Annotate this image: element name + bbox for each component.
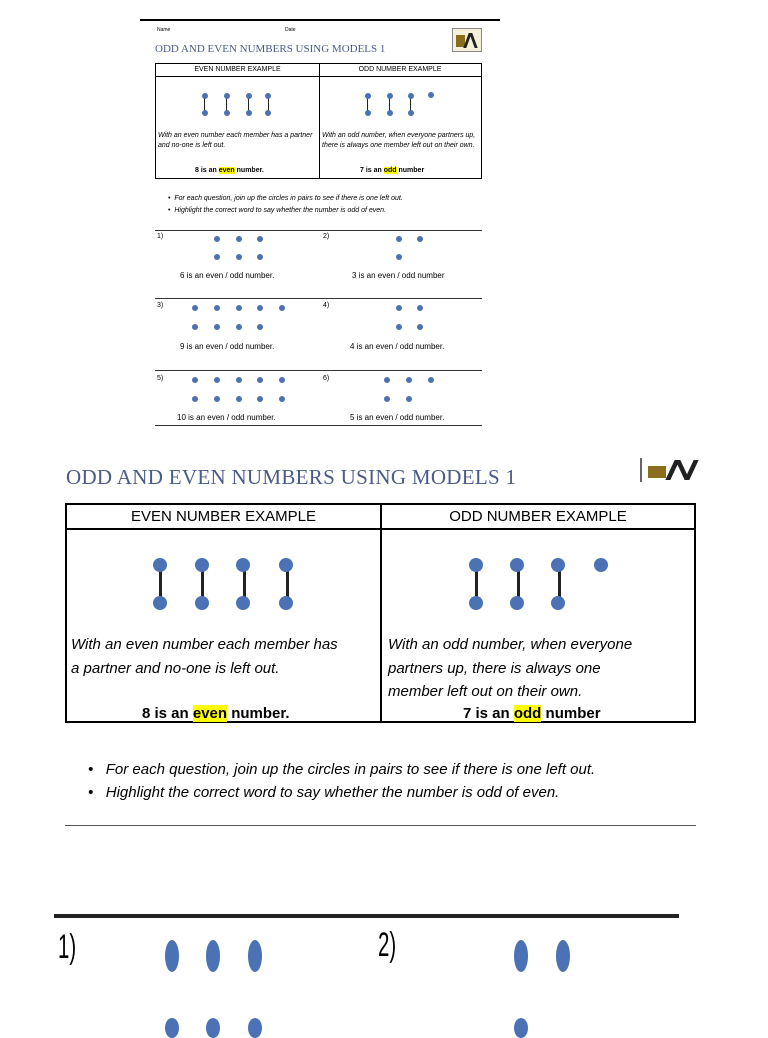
zoom-q2-number: 2): [378, 926, 397, 964]
zoom-even-text-2: a partner and no-one is left out.: [71, 660, 280, 677]
thumb-even-header: EVEN NUMBER EXAMPLE: [194, 66, 281, 73]
thumb-q2-text: 3 is an even / odd number: [352, 271, 445, 280]
zoom-even-header: EVEN NUMBER EXAMPLE: [130, 508, 317, 525]
thumb-q1-text: 6 is an even / odd number.: [180, 271, 275, 280]
zoom-even-result: 8 is an even number.: [142, 705, 290, 722]
thumb-q2-number: 2): [323, 233, 330, 240]
thumb-q3-number: 3): [157, 302, 164, 309]
zoom-q1-number: 1): [58, 928, 77, 966]
zoom-even-text-1: With an even number each member has: [71, 636, 338, 653]
zoom-title: ODD AND EVEN NUMBERS USING MODELS 1: [66, 465, 517, 489]
thumb-q4-number: 4): [323, 302, 330, 309]
thumb-q5-text: 10 is an even / odd number.: [177, 413, 276, 422]
thumb-odd-text: With an odd number, when everyone partners up, there is always one member left out on their own.: [322, 132, 476, 149]
thumb-q6-text: 5 is an even / odd number.: [350, 413, 445, 422]
thumb-q1-number: 1): [157, 233, 164, 240]
name-label: Name: [157, 27, 171, 33]
thumb-bullet-2: • Highlight the correct word to say whether the number is odd of even.: [168, 207, 387, 214]
thumb-title: ODD AND EVEN NUMBERS USING MODELS 1: [155, 43, 386, 55]
thumb-odd-header: ODD NUMBER EXAMPLE: [358, 66, 442, 73]
zoom-odd-text-1: With an odd number, when everyone: [388, 636, 633, 653]
zoom-question-rule: [54, 914, 679, 918]
logo-icon: [452, 28, 482, 52]
thumb-even-text: With an even number each member has a partner and no-one is left out.: [158, 132, 313, 149]
thumb-even-result: 8 is an even number.: [195, 167, 264, 174]
zoom-odd-text-2: partners up, there is always one: [388, 660, 601, 677]
zoom-odd-text-3: member left out on their own.: [388, 683, 583, 700]
zoom-logo-icon: [640, 458, 702, 482]
zoom-odd-result: 7 is an odd number: [463, 705, 601, 722]
top-rule: [140, 19, 500, 21]
thumb-q4-text: 4 is an even / odd number.: [350, 342, 445, 351]
thumb-bullet-1: • For each question, join up the circles in pairs to see if there is one left out.: [168, 195, 403, 202]
zoom-odd-header: ODD NUMBER EXAMPLE: [449, 508, 627, 525]
thumb-q6-number: 6): [323, 375, 330, 382]
thumb-odd-result: 7 is an odd number: [360, 167, 425, 174]
zoom-bullet-2: • Highlight the correct word to say whether the number is odd of even.: [88, 784, 560, 801]
zoom-divider: [65, 825, 696, 826]
zoom-bullet-1: • For each question, join up the circles in pairs to see if there is one left out.: [88, 761, 596, 778]
thumb-q3-text: 9 is an even / odd number.: [180, 342, 275, 351]
date-label: Date: [285, 27, 296, 33]
thumb-q5-number: 5): [157, 375, 164, 382]
